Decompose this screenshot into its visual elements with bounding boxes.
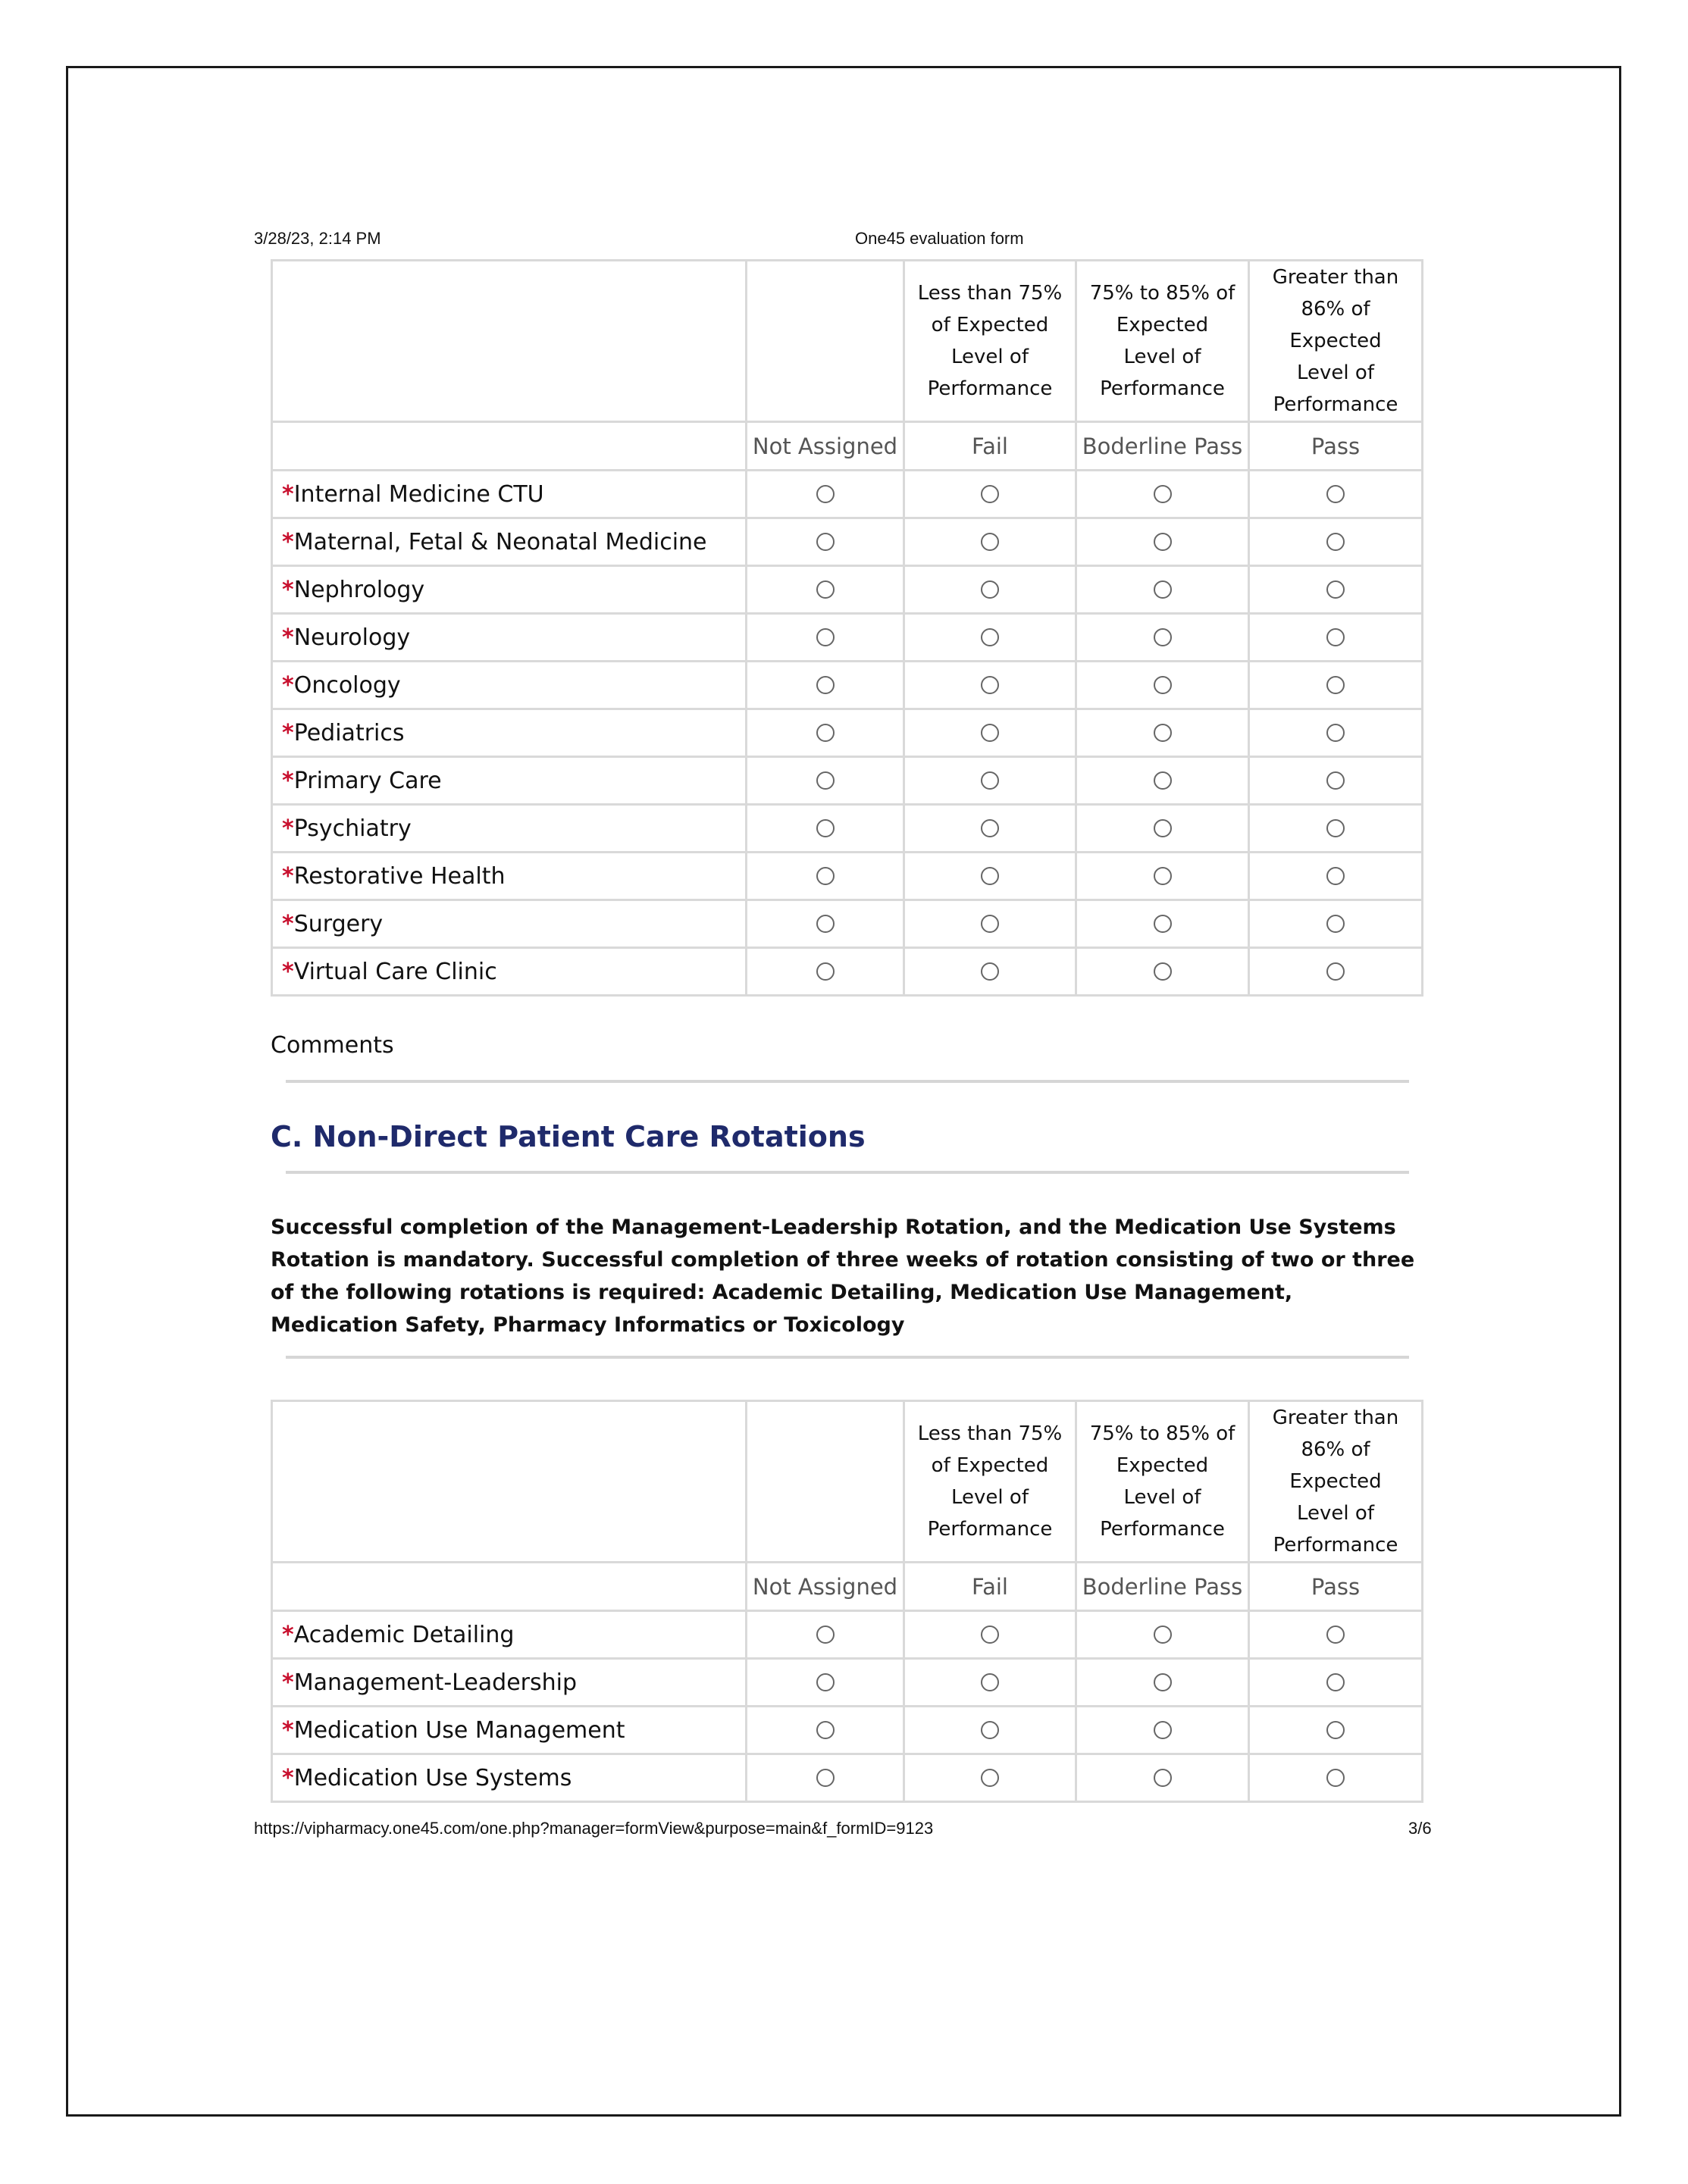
rating-radio[interactable]	[816, 628, 835, 646]
rating-radio[interactable]	[981, 1673, 999, 1691]
rotation-name	[272, 948, 747, 996]
required-marker: *	[282, 1621, 294, 1648]
rating-radio[interactable]	[1154, 962, 1172, 981]
rating-cell	[904, 471, 1076, 518]
rotation-name	[272, 662, 747, 709]
scale-label-row	[272, 422, 1423, 471]
rating-cell	[904, 853, 1076, 900]
rotation-name	[272, 1707, 747, 1754]
rating-cell	[1076, 1707, 1249, 1754]
rotation-label: Academic Detailing	[293, 1621, 515, 1648]
rating-radio[interactable]	[1154, 485, 1172, 503]
rating-cell	[747, 853, 904, 900]
rotation-label: Virtual Care Clinic	[293, 958, 497, 985]
rating-cell	[1076, 471, 1249, 518]
scale-label: Fail	[904, 1563, 1076, 1611]
rating-radio[interactable]	[1154, 533, 1172, 551]
rotation-label: Pediatrics	[293, 719, 405, 746]
table-row	[272, 566, 1423, 614]
rating-cell	[1249, 614, 1423, 662]
rating-cell	[1249, 566, 1423, 614]
rotation-name	[272, 614, 747, 662]
rotation-label: Internal Medicine CTU	[293, 480, 544, 508]
print-date: 3/28/23, 2:14 PM	[254, 229, 381, 248]
empty-cell	[272, 422, 747, 471]
rating-radio[interactable]	[816, 533, 835, 551]
rating-radio[interactable]	[1154, 1625, 1172, 1644]
table-row	[272, 805, 1423, 853]
scale-description: 75% to 85% of Expected Level of Performance	[1076, 1401, 1249, 1563]
rotation-name	[272, 757, 747, 805]
rating-radio[interactable]	[1326, 819, 1345, 837]
footer-url: https://vipharmacy.one45.com/one.php?manager=formView&purpose=main&f_formID=9123	[254, 1819, 934, 1838]
rating-cell	[1249, 757, 1423, 805]
table-row	[272, 662, 1423, 709]
rating-cell	[904, 518, 1076, 566]
rating-cell	[1076, 757, 1249, 805]
scale-label: Boderline Pass	[1076, 1563, 1249, 1611]
rating-radio[interactable]	[1154, 819, 1172, 837]
table-row	[272, 1611, 1423, 1659]
rating-cell	[1076, 1611, 1249, 1659]
rotation-name	[272, 566, 747, 614]
rating-radio[interactable]	[1154, 1721, 1172, 1739]
table-row	[272, 853, 1423, 900]
table-row	[272, 518, 1423, 566]
empty-cell	[272, 1401, 747, 1563]
rating-cell	[1249, 900, 1423, 948]
rating-radio[interactable]	[1326, 915, 1345, 933]
rotation-rows	[272, 1611, 1423, 1802]
required-marker: *	[282, 671, 294, 699]
required-marker: *	[282, 815, 294, 842]
scale-label: Fail	[904, 422, 1076, 471]
rating-radio[interactable]	[1326, 867, 1345, 885]
rating-radio[interactable]	[816, 915, 835, 933]
rating-radio[interactable]	[1154, 580, 1172, 599]
rating-cell	[1076, 948, 1249, 996]
required-marker: *	[282, 528, 294, 555]
rating-radio[interactable]	[1154, 724, 1172, 742]
rating-radio[interactable]	[1154, 676, 1172, 694]
rating-radio[interactable]	[1154, 867, 1172, 885]
table-row	[272, 471, 1423, 518]
rating-radio[interactable]	[1326, 676, 1345, 694]
required-marker: *	[282, 1764, 294, 1791]
table-row	[272, 614, 1423, 662]
table-row	[272, 1659, 1423, 1707]
rotation-name	[272, 805, 747, 853]
rating-radio[interactable]	[1326, 962, 1345, 981]
section-intro: Successful completion of the Management-Leadership Rotation, and the Medication Use Systems Rotation is mandatory. Successful completion of three weeks of rotation consisting of two or three of the following rotations is required: Academic Detailing, Medication Use Management, Medication Safety, Pharmacy Informatics or Toxicology	[271, 1216, 1415, 1337]
rating-cell	[904, 1754, 1076, 1802]
rating-cell	[904, 709, 1076, 757]
rating-radio[interactable]	[981, 1769, 999, 1787]
rating-radio[interactable]	[1326, 580, 1345, 599]
scale-description-row	[272, 1401, 1423, 1563]
rotation-label: Oncology	[293, 671, 401, 699]
rating-cell	[1249, 948, 1423, 996]
section-title: C. Non-Direct Patient Care Rotations	[271, 1120, 866, 1153]
rating-cell	[1076, 614, 1249, 662]
rating-radio[interactable]	[1154, 915, 1172, 933]
rating-cell	[1076, 900, 1249, 948]
rating-cell	[1076, 1754, 1249, 1802]
scale-description-row	[272, 261, 1423, 422]
rotation-label: Primary Care	[293, 767, 442, 794]
table-row	[272, 1754, 1423, 1802]
required-marker: *	[282, 910, 294, 937]
rating-radio[interactable]	[1326, 771, 1345, 790]
rating-radio[interactable]	[981, 1625, 999, 1644]
table-row	[272, 709, 1423, 757]
rating-cell	[747, 948, 904, 996]
rating-radio[interactable]	[816, 867, 835, 885]
rating-radio[interactable]	[816, 819, 835, 837]
rating-radio[interactable]	[1326, 1769, 1345, 1787]
rotation-name	[272, 853, 747, 900]
rating-radio[interactable]	[1326, 724, 1345, 742]
scale-description: Greater than 86% of Expected Level of Performance	[1249, 1401, 1423, 1563]
rating-radio[interactable]	[1154, 1769, 1172, 1787]
rotation-rows	[272, 471, 1423, 996]
scale-description	[747, 1401, 904, 1563]
scale-description: Less than 75% of Expected Level of Performance	[904, 261, 1076, 422]
required-marker: *	[282, 958, 294, 985]
required-marker: *	[282, 767, 294, 794]
table-row	[272, 948, 1423, 996]
rating-cell	[747, 709, 904, 757]
rating-radio[interactable]	[981, 915, 999, 933]
rating-cell	[904, 805, 1076, 853]
rating-cell	[904, 757, 1076, 805]
rating-radio[interactable]	[981, 724, 999, 742]
rating-cell	[1076, 518, 1249, 566]
rotation-label: Neurology	[293, 624, 411, 651]
scale-description: Greater than 86% of Expected Level of Performance	[1249, 261, 1423, 422]
rotation-table-non-direct	[271, 1400, 1423, 1803]
rating-cell	[904, 1707, 1076, 1754]
rating-radio[interactable]	[981, 533, 999, 551]
rating-radio[interactable]	[816, 771, 835, 790]
rating-radio[interactable]	[816, 962, 835, 981]
rating-cell	[904, 900, 1076, 948]
rating-radio[interactable]	[981, 628, 999, 646]
comments-label: Comments	[271, 1032, 394, 1059]
rating-cell	[1249, 709, 1423, 757]
divider	[286, 1080, 1409, 1083]
rating-radio[interactable]	[1326, 485, 1345, 503]
rating-cell	[747, 662, 904, 709]
scale-label: Boderline Pass	[1076, 422, 1249, 471]
rating-cell	[747, 471, 904, 518]
table-row	[272, 900, 1423, 948]
rating-cell	[904, 1611, 1076, 1659]
rating-cell	[1249, 805, 1423, 853]
scale-label: Pass	[1249, 422, 1423, 471]
rating-cell	[747, 1611, 904, 1659]
rotation-name	[272, 1659, 747, 1707]
rating-cell	[1249, 1659, 1423, 1707]
rating-cell	[1249, 853, 1423, 900]
rotation-label: Nephrology	[293, 576, 425, 603]
rating-radio[interactable]	[981, 771, 999, 790]
rating-cell	[1249, 518, 1423, 566]
rating-radio[interactable]	[816, 1721, 835, 1739]
rating-cell	[1076, 853, 1249, 900]
rating-radio[interactable]	[1154, 771, 1172, 790]
print-title: One45 evaluation form	[855, 229, 1024, 248]
rating-radio[interactable]	[816, 1673, 835, 1691]
rating-cell	[747, 1659, 904, 1707]
required-marker: *	[282, 719, 294, 746]
rotation-name	[272, 1611, 747, 1659]
required-marker: *	[282, 624, 294, 651]
rating-radio[interactable]	[1154, 628, 1172, 646]
rating-cell	[904, 1659, 1076, 1707]
rating-radio[interactable]	[816, 1769, 835, 1787]
rating-radio[interactable]	[981, 819, 999, 837]
rating-cell	[1076, 662, 1249, 709]
rating-cell	[904, 662, 1076, 709]
rotation-label: Psychiatry	[293, 815, 412, 842]
rating-cell	[747, 805, 904, 853]
rating-cell	[747, 1754, 904, 1802]
required-marker: *	[282, 1669, 294, 1696]
rating-cell	[1249, 1707, 1423, 1754]
rotation-label: Surgery	[293, 910, 384, 937]
rating-cell	[1076, 1659, 1249, 1707]
rotation-name	[272, 1754, 747, 1802]
page-number: 3/6	[1408, 1819, 1432, 1838]
rotation-label: Medication Use Management	[293, 1716, 625, 1744]
empty-cell	[272, 261, 747, 422]
required-marker: *	[282, 862, 294, 890]
rating-cell	[1249, 1611, 1423, 1659]
scale-label: Not Assigned	[747, 1563, 904, 1611]
empty-cell	[272, 1563, 747, 1611]
rating-radio[interactable]	[816, 485, 835, 503]
rating-cell	[747, 518, 904, 566]
rating-radio[interactable]	[1326, 1625, 1345, 1644]
rating-radio[interactable]	[816, 1625, 835, 1644]
rating-cell	[747, 757, 904, 805]
rating-radio[interactable]	[816, 580, 835, 599]
rotation-name	[272, 900, 747, 948]
rotation-label: Maternal, Fetal & Neonatal Medicine	[293, 528, 707, 555]
scale-label: Pass	[1249, 1563, 1423, 1611]
scale-label-row	[272, 1563, 1423, 1611]
rating-radio[interactable]	[1326, 533, 1345, 551]
rotation-name	[272, 471, 747, 518]
rating-cell	[1076, 566, 1249, 614]
rotation-name	[272, 709, 747, 757]
rating-radio[interactable]	[981, 676, 999, 694]
rating-cell	[1249, 471, 1423, 518]
rating-radio[interactable]	[981, 580, 999, 599]
rating-cell	[904, 614, 1076, 662]
rating-cell	[747, 614, 904, 662]
required-marker: *	[282, 480, 294, 508]
rating-radio[interactable]	[816, 724, 835, 742]
rating-cell	[747, 900, 904, 948]
required-marker: *	[282, 576, 294, 603]
rating-cell	[904, 566, 1076, 614]
rating-radio[interactable]	[816, 676, 835, 694]
rating-radio[interactable]	[981, 962, 999, 981]
scale-label: Not Assigned	[747, 422, 904, 471]
rating-radio[interactable]	[1326, 628, 1345, 646]
rotation-label: Medication Use Systems	[293, 1764, 572, 1791]
rating-radio[interactable]	[1326, 1721, 1345, 1739]
rotation-label: Management-Leadership	[293, 1669, 578, 1696]
rating-cell	[904, 948, 1076, 996]
scale-description	[747, 261, 904, 422]
rating-cell	[747, 566, 904, 614]
required-marker: *	[282, 1716, 294, 1744]
rating-radio[interactable]	[981, 1721, 999, 1739]
scale-description: Less than 75% of Expected Level of Performance	[904, 1401, 1076, 1563]
rotation-label: Restorative Health	[293, 862, 506, 890]
rating-radio[interactable]	[1154, 1673, 1172, 1691]
rating-cell	[1249, 1754, 1423, 1802]
rating-cell	[1076, 709, 1249, 757]
rating-radio[interactable]	[981, 485, 999, 503]
divider	[286, 1356, 1409, 1359]
rating-cell	[1076, 805, 1249, 853]
table-row	[272, 1707, 1423, 1754]
scale-description: 75% to 85% of Expected Level of Performance	[1076, 261, 1249, 422]
rating-cell	[747, 1707, 904, 1754]
rotation-name	[272, 518, 747, 566]
rating-radio[interactable]	[981, 867, 999, 885]
table-row	[272, 757, 1423, 805]
rating-cell	[1249, 662, 1423, 709]
rotation-table-direct	[271, 259, 1423, 997]
divider	[286, 1171, 1409, 1174]
rating-radio[interactable]	[1326, 1673, 1345, 1691]
